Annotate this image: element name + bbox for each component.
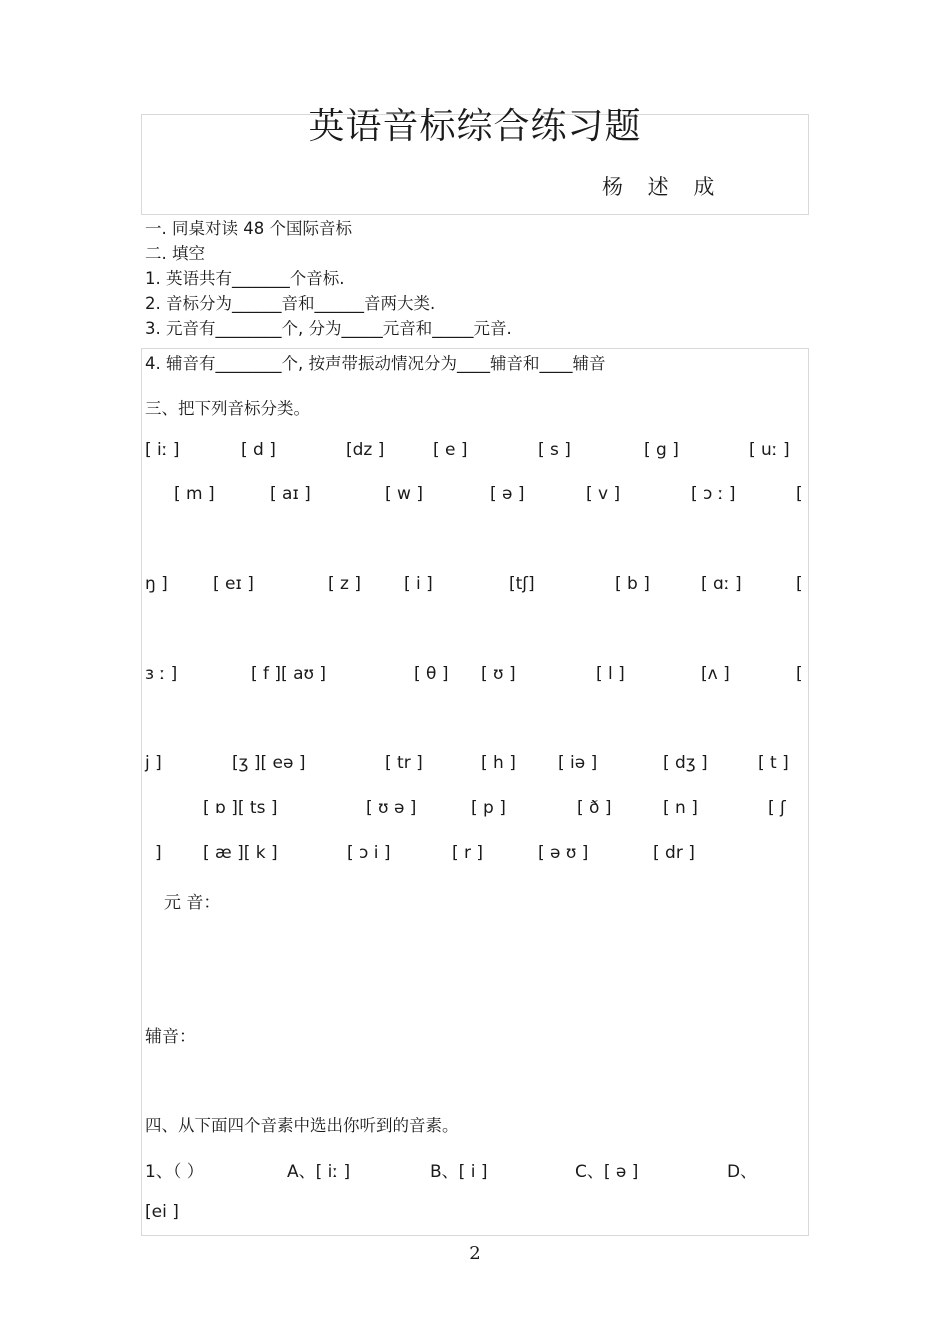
fill-blank-q4: 4. 辅音有________个, 按声带振动情况分为____辅音和____辅音 [145,354,606,373]
phonetic-item: [ z ] [328,574,361,594]
phonetic-item: [ ð ] [577,798,612,818]
phonetic-item: [ ɒ ][ ts ] [203,798,278,818]
phonetic-item: [ dr ] [653,843,695,863]
phonetic-item: [ t ] [758,753,789,773]
phonetic-item: ] [155,843,162,863]
fill-blank-q1: 1. 英语共有_______个音标. [145,269,345,288]
phonetic-item: [ iə ] [558,753,598,773]
phonetic-item: [ f ][ aʊ ] [251,664,327,684]
phonetic-item: [tʃ] [509,574,535,594]
phonetic-item: [ ɔ i ] [347,843,391,863]
option-d: D、 [727,1162,758,1182]
consonants-label: 辅音： [145,1027,196,1047]
phonetic-item: [ r ] [452,843,484,863]
phonetic-item: [ ʃ [768,798,786,818]
phonetic-item: [ ə ] [490,484,525,504]
phonetic-item: [ s ] [538,440,571,460]
question-number: 1、（ ） [145,1162,204,1182]
phonetic-item: [ ə ʊ ] [538,843,589,863]
phonetic-item: [ g ] [644,440,679,460]
page-number: 2 [469,1243,481,1264]
phonetic-item: [ θ ] [414,664,449,684]
phonetic-item: [ m ] [174,484,215,504]
phonetic-item: j ] [145,753,162,773]
phonetic-item: [ n ] [663,798,698,818]
phonetic-item: [ d ] [241,440,276,460]
phonetic-item: [ eɪ ] [213,574,254,594]
fill-blank-q3: 3. 元音有________个, 分为_____元音和_____元音. [145,319,512,338]
phonetic-item: [ aɪ ] [270,484,311,504]
phonetic-item: [ ɔ ː ] [691,484,736,504]
phonetic-item: ŋ ] [145,574,168,594]
phonetic-item: [ e ] [433,440,468,460]
option-c: C、[ ə ] [575,1162,639,1182]
option-d-phonetic: [ei ] [145,1202,179,1222]
phonetic-item: ɜ ː ] [145,664,178,684]
document-title: 英语音标综合练习题 [308,106,642,147]
phonetic-item: [ʒ ][ eə ] [232,753,306,773]
phonetic-item: [ æ ][ k ] [203,843,278,863]
section-2-heading: 二. 填空 [145,244,205,263]
phonetic-item: [ l ] [596,664,625,684]
phonetic-item: [ dʒ ] [663,753,708,773]
phonetic-item: [ b ] [615,574,650,594]
phonetic-item: [ p ] [471,798,506,818]
main-content-box [141,348,809,1236]
section-4-heading: 四、从下面四个音素中选出你听到的音素。 [145,1116,459,1135]
phonetic-item: [ v ] [586,484,621,504]
phonetic-item: [ [796,574,803,594]
phonetic-item: [ ɑː ] [701,574,742,594]
phonetic-item: [ [796,484,803,504]
fill-blank-q2: 2. 音标分为______音和______音两大类. [145,294,436,313]
phonetic-item: [ iː ] [145,440,180,460]
phonetic-item: [ uː ] [749,440,790,460]
phonetic-item: [dz ] [346,440,385,460]
phonetic-item: [ i ] [404,574,433,594]
phonetic-item: [ h ] [481,753,516,773]
vowels-label: 元 音： [164,893,221,913]
phonetic-item: [ ʊ ə ] [366,798,417,818]
phonetic-item: [ ʊ ] [481,664,516,684]
section-3-heading: 三、把下列音标分类。 [145,399,310,418]
option-a: A、[ iː ] [287,1162,351,1182]
phonetic-item: [ tr ] [385,753,423,773]
section-1-heading: 一. 同桌对读 48 个国际音标 [145,219,352,238]
phonetic-item: [ʌ ] [701,664,730,684]
phonetic-item: [ [796,664,803,684]
author-name: 杨 述 成 [602,175,724,199]
option-b: B、[ i ] [430,1162,488,1182]
phonetic-item: [ w ] [385,484,423,504]
